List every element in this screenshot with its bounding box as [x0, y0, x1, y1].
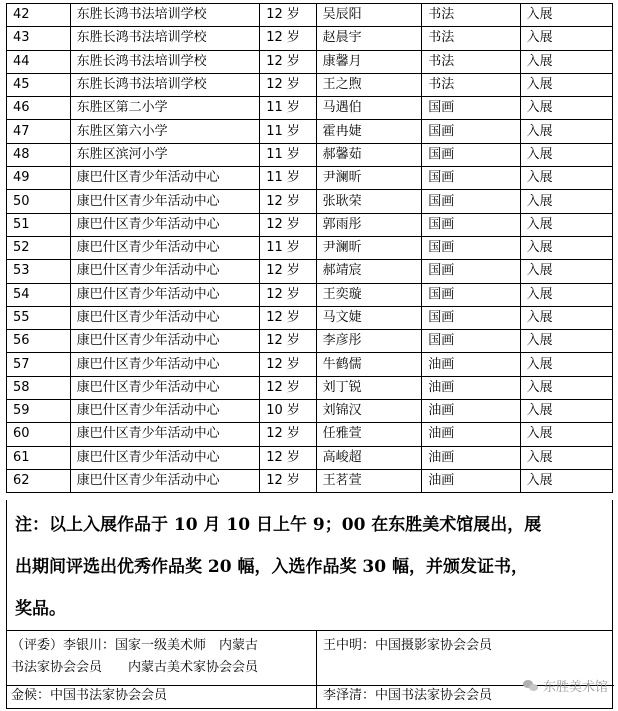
age-cell: 12 岁 [260, 423, 316, 446]
school-cell: 康巴什区青少年活动中心 [70, 469, 260, 492]
student-name-cell: 张耿荣 [316, 190, 422, 213]
table-row [7, 50, 613, 73]
student-name-cell: 霍冉婕 [316, 120, 422, 143]
school-cell: 康巴什区青少年活动中心 [70, 283, 260, 306]
school-cell: 康巴什区青少年活动中心 [70, 446, 260, 469]
table-row [7, 73, 613, 96]
table-row [7, 260, 613, 283]
age-cell: 12 岁 [260, 190, 316, 213]
age-cell: 12 岁 [260, 283, 316, 306]
table-row [7, 376, 613, 399]
category-cell: 书法 [422, 4, 520, 27]
row-number: 43 [7, 27, 71, 50]
category-cell: 国画 [422, 260, 520, 283]
student-name-cell: 郭雨彤 [316, 213, 422, 236]
table-row [7, 330, 613, 353]
student-name-cell: 赵晨宇 [316, 27, 422, 50]
status-cell: 入展 [520, 353, 612, 376]
student-name-cell: 刘锦汉 [316, 400, 422, 423]
row-number: 52 [7, 236, 71, 259]
student-name-cell: 任雅萱 [316, 423, 422, 446]
table-row [7, 306, 613, 329]
student-name-cell: 王之煦 [316, 73, 422, 96]
category-cell: 国画 [422, 190, 520, 213]
age-cell: 12 岁 [260, 260, 316, 283]
row-number: 61 [7, 446, 71, 469]
row-number: 51 [7, 213, 71, 236]
row-number: 47 [7, 120, 71, 143]
status-cell: 入展 [520, 446, 612, 469]
school-cell: 康巴什区青少年活动中心 [70, 236, 260, 259]
judge-li-yinchuan [7, 631, 317, 685]
category-cell: 国画 [422, 143, 520, 166]
category-cell: 国画 [422, 213, 520, 236]
school-cell: 康巴什区青少年活动中心 [70, 353, 260, 376]
category-cell: 国画 [422, 236, 520, 259]
student-name-cell: 康馨月 [316, 50, 422, 73]
table-row [7, 423, 613, 446]
row-number: 60 [7, 423, 71, 446]
status-cell: 入展 [520, 376, 612, 399]
age-cell: 12 岁 [260, 376, 316, 399]
row-number: 57 [7, 353, 71, 376]
table-row [7, 143, 613, 166]
table-row [7, 469, 613, 492]
status-cell: 入展 [520, 143, 612, 166]
table-row [7, 27, 613, 50]
status-cell: 入展 [520, 97, 612, 120]
judge-li-yinchuan-line-2: 书法家协会会员 内蒙古美术家协会会员 [11, 660, 259, 675]
row-number: 46 [7, 97, 71, 120]
category-cell: 国画 [422, 120, 520, 143]
school-cell: 康巴什区青少年活动中心 [70, 190, 260, 213]
status-cell: 入展 [520, 423, 612, 446]
judge-li-yinchuan-line-1: （评委）李银川：国家一级美术师 内蒙古 [11, 638, 259, 653]
age-cell: 10 岁 [260, 400, 316, 423]
age-cell: 12 岁 [260, 469, 316, 492]
category-cell: 书法 [422, 27, 520, 50]
student-name-cell: 刘丁锐 [316, 376, 422, 399]
row-number: 44 [7, 50, 71, 73]
student-name-cell: 高峻超 [316, 446, 422, 469]
table-row [7, 283, 613, 306]
table-row [7, 120, 613, 143]
category-cell: 油画 [422, 353, 520, 376]
school-cell: 康巴什区青少年活动中心 [70, 213, 260, 236]
table-row [7, 400, 613, 423]
judges-panel [6, 631, 613, 709]
row-number: 59 [7, 400, 71, 423]
table-row [7, 97, 613, 120]
category-cell: 油画 [422, 423, 520, 446]
school-cell: 康巴什区青少年活动中心 [70, 376, 260, 399]
row-number: 53 [7, 260, 71, 283]
status-cell: 入展 [520, 50, 612, 73]
row-number: 42 [7, 4, 71, 27]
age-cell: 12 岁 [260, 330, 316, 353]
status-cell: 入展 [520, 469, 612, 492]
note-line-3: 奖品。 [15, 599, 66, 619]
school-cell: 东胜长鸿书法培训学校 [70, 50, 260, 73]
exhibition-note [6, 500, 613, 631]
student-name-cell: 马遇伯 [316, 97, 422, 120]
category-cell: 油画 [422, 376, 520, 399]
row-number: 45 [7, 73, 71, 96]
school-cell: 东胜长鸿书法培训学校 [70, 73, 260, 96]
school-cell: 东胜区第二小学 [70, 97, 260, 120]
age-cell: 11 岁 [260, 167, 316, 190]
judge-jin-hou: 金候：中国书法家协会会员 [7, 685, 317, 709]
row-number: 49 [7, 167, 71, 190]
age-cell: 12 岁 [260, 446, 316, 469]
row-number: 50 [7, 190, 71, 213]
status-cell: 入展 [520, 27, 612, 50]
school-cell: 康巴什区青少年活动中心 [70, 260, 260, 283]
status-cell: 入展 [520, 73, 612, 96]
status-cell: 入展 [520, 190, 612, 213]
student-name-cell: 尹澜昕 [316, 167, 422, 190]
status-cell: 入展 [520, 236, 612, 259]
exhibition-roster-table [6, 3, 613, 493]
row-number: 48 [7, 143, 71, 166]
status-cell: 入展 [520, 330, 612, 353]
student-name-cell: 王茗萱 [316, 469, 422, 492]
status-cell: 入展 [520, 120, 612, 143]
table-row [7, 236, 613, 259]
status-cell: 入展 [520, 167, 612, 190]
note-line-2: 出期间评选出优秀作品奖 20 幅，入选作品奖 30 幅，并颁发证书， [15, 557, 528, 577]
row-number: 56 [7, 330, 71, 353]
age-cell: 11 岁 [260, 143, 316, 166]
student-name-cell: 郝靖宸 [316, 260, 422, 283]
category-cell: 国画 [422, 167, 520, 190]
school-cell: 东胜长鸿书法培训学校 [70, 27, 260, 50]
status-cell: 入展 [520, 306, 612, 329]
status-cell: 入展 [520, 260, 612, 283]
category-cell: 油画 [422, 400, 520, 423]
age-cell: 11 岁 [260, 236, 316, 259]
table-row [7, 353, 613, 376]
school-cell: 康巴什区青少年活动中心 [70, 330, 260, 353]
school-cell: 康巴什区青少年活动中心 [70, 167, 260, 190]
age-cell: 11 岁 [260, 120, 316, 143]
table-row [7, 213, 613, 236]
category-cell: 国画 [422, 306, 520, 329]
student-name-cell: 李彦彤 [316, 330, 422, 353]
school-cell: 康巴什区青少年活动中心 [70, 423, 260, 446]
age-cell: 12 岁 [260, 4, 316, 27]
row-number: 58 [7, 376, 71, 399]
age-cell: 12 岁 [260, 73, 316, 96]
category-cell: 国画 [422, 330, 520, 353]
row-number: 62 [7, 469, 71, 492]
school-cell: 东胜区第六小学 [70, 120, 260, 143]
age-cell: 11 岁 [260, 97, 316, 120]
category-cell: 国画 [422, 283, 520, 306]
category-cell: 书法 [422, 73, 520, 96]
student-name-cell: 马文婕 [316, 306, 422, 329]
school-cell: 东胜长鸿书法培训学校 [70, 4, 260, 27]
school-cell: 康巴什区青少年活动中心 [70, 306, 260, 329]
judge-wang-zhongming: 王中明：中国摄影家协会会员 [323, 638, 493, 653]
age-cell: 12 岁 [260, 27, 316, 50]
status-cell: 入展 [520, 400, 612, 423]
status-cell: 入展 [520, 283, 612, 306]
age-cell: 12 岁 [260, 306, 316, 329]
student-name-cell: 王奕璇 [316, 283, 422, 306]
wechat-icon [523, 679, 539, 693]
category-cell: 油画 [422, 469, 520, 492]
table-row [7, 4, 613, 27]
student-name-cell: 吴辰阳 [316, 4, 422, 27]
student-name-cell: 牛鹤儒 [316, 353, 422, 376]
age-cell: 12 岁 [260, 50, 316, 73]
judge-li-zeqing: 李泽清：中国书法家协会会员 [323, 688, 493, 703]
row-number: 54 [7, 283, 71, 306]
watermark [523, 676, 608, 695]
category-cell: 书法 [422, 50, 520, 73]
age-cell: 12 岁 [260, 353, 316, 376]
school-cell: 东胜区滨河小学 [70, 143, 260, 166]
roster-body [7, 4, 613, 493]
table-row [7, 190, 613, 213]
status-cell: 入展 [520, 213, 612, 236]
note-line-1: 注：以上入展作品于 10 月 10 日上午 9；00 在东胜美术馆展出，展 [15, 515, 542, 535]
table-row [7, 446, 613, 469]
table-row [7, 167, 613, 190]
student-name-cell: 尹澜昕 [316, 236, 422, 259]
age-cell: 12 岁 [260, 213, 316, 236]
watermark-text: 东胜美术馆 [542, 680, 608, 695]
student-name-cell: 郝馨茹 [316, 143, 422, 166]
category-cell: 国画 [422, 97, 520, 120]
school-cell: 康巴什区青少年活动中心 [70, 400, 260, 423]
row-number: 55 [7, 306, 71, 329]
category-cell: 油画 [422, 446, 520, 469]
status-cell: 入展 [520, 4, 612, 27]
